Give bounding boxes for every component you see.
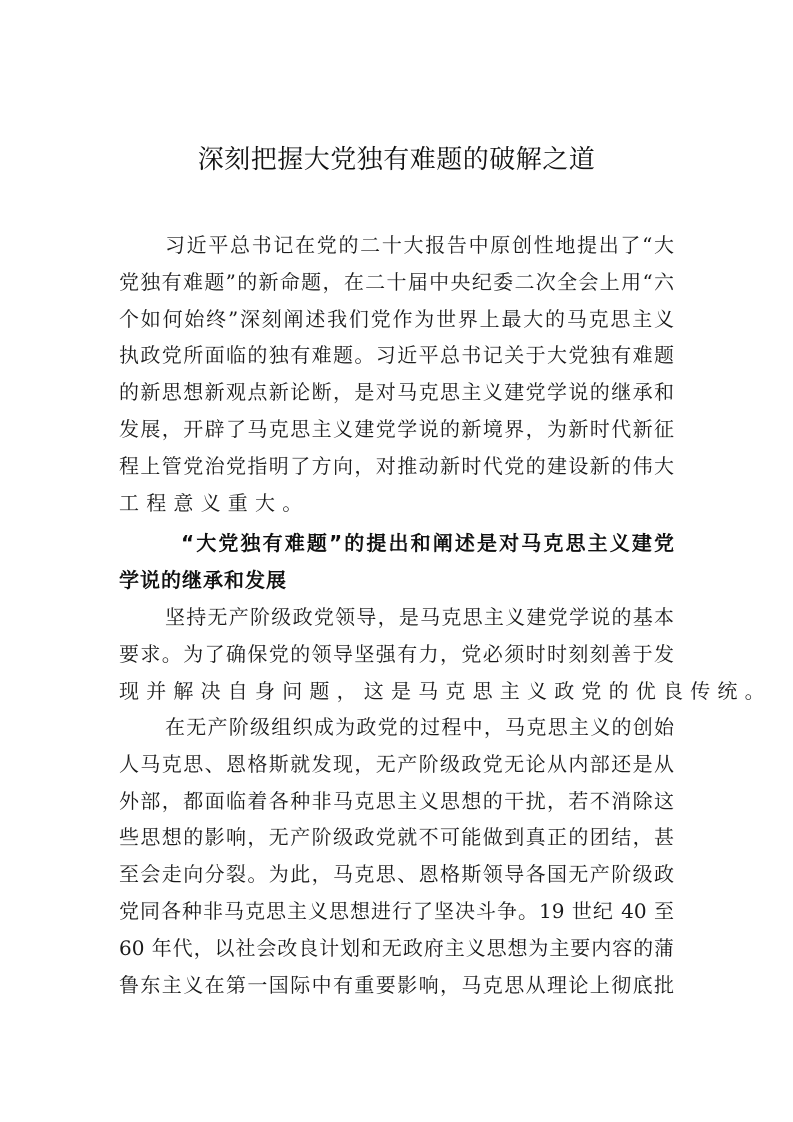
text-line: 程上管党治党指明了方向，对推动新时代党的建设新的伟大 bbox=[119, 453, 674, 478]
text-line: 党同各种非马克思主义思想进行了坚决斗争。19 世纪 40 至 bbox=[119, 898, 674, 923]
text-line: 些思想的影响，无产阶级政党就不可能做到真正的团结，甚 bbox=[119, 825, 674, 850]
text-line: 现并解决自身问题，这是马克思主义政党的优良传统。 bbox=[119, 678, 772, 703]
text-line: 要求。为了确保党的领导坚强有力，党必须时时刻刻善于发 bbox=[119, 641, 674, 666]
text-line: 鲁东主义在第一国际中有重要影响，马克思从理论上彻底批 bbox=[119, 972, 674, 997]
text-line: 习近平总书记在党的二十大报告中原创性地提出了“大 bbox=[165, 233, 674, 257]
text-line: 在无产阶级组织成为政党的过程中，马克思主义的创始 bbox=[165, 715, 674, 739]
paragraph-leadership bbox=[119, 599, 772, 709]
text-line: 60 年代，以社会改良计划和无政府主义思想为主要内容的蒲 bbox=[119, 935, 674, 960]
heading-line: “大党独有难题”的提出和阐述是对马克思主义建党 bbox=[181, 531, 674, 555]
text-line: 工程意义重大。 bbox=[119, 490, 310, 515]
heading-line: 学说的继承和发展 bbox=[119, 567, 287, 592]
text-line: 外部，都面临着各种非马克思主义思想的干扰，若不消除这 bbox=[119, 788, 674, 813]
text-line: 执政党所面临的独有难题。习近平总书记关于大党独有难题 bbox=[119, 343, 674, 368]
text-line: 的新思想新观点新论断，是对马克思主义建党学说的继承和 bbox=[119, 380, 674, 405]
section-heading bbox=[119, 525, 674, 599]
text-line: 个如何始终”深刻阐述我们党作为世界上最大的马克思主义 bbox=[119, 306, 674, 331]
text-line: 至会走向分裂。为此，马克思、恩格斯领导各国无产阶级政 bbox=[119, 862, 674, 887]
paragraph-intro bbox=[119, 227, 674, 521]
text-line: 发展，开辟了马克思主义建党学说的新境界，为新时代新征 bbox=[119, 416, 674, 441]
document-title: 深刻把握大党独有难题的破解之道 bbox=[197, 145, 596, 175]
paragraph-history bbox=[119, 709, 674, 1003]
text-line: 党独有难题”的新命题，在二十届中央纪委二次全会上用“六 bbox=[119, 269, 674, 294]
text-line: 坚持无产阶级政党领导，是马克思主义建党学说的基本 bbox=[165, 605, 674, 629]
text-line: 人马克思、恩格斯就发现，无产阶级政党无论从内部还是从 bbox=[119, 751, 674, 776]
